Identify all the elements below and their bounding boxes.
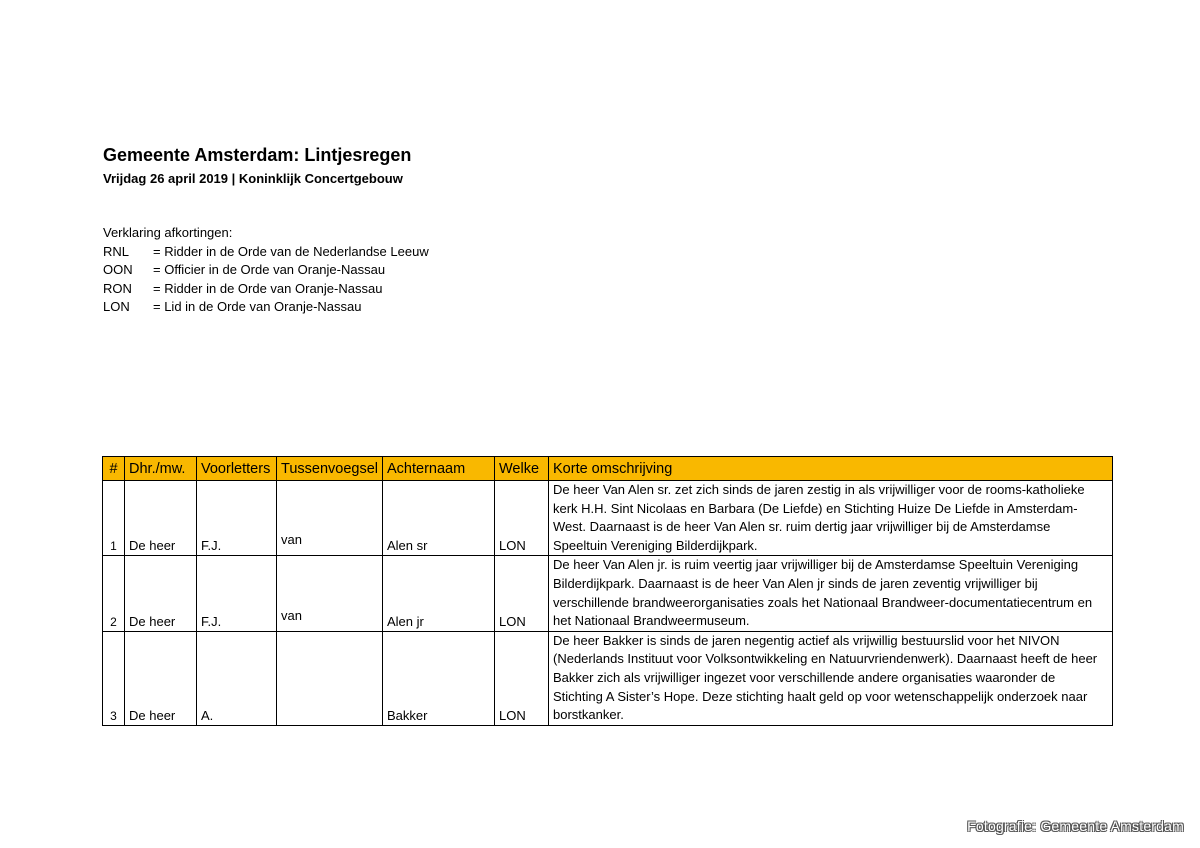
photo-credit: Fotografie: Gemeente Amsterdam (967, 818, 1184, 834)
cell-omschrijving: De heer Van Alen jr. is ruim veertig jaar vrijwilliger bij de Amsterdamse Speeltuin Vereniging Bilderdijkpark. Daarnaast is de heer Van Alen jr sinds de jaren zeventig vrijwilliger bij verschillende brandweerorganisaties zoals het Nationaal Brandweer-documentatiecentrum en het Nationaal Brandweermuseum. (549, 556, 1113, 631)
legend-code: OON (103, 262, 133, 277)
legend-item (103, 243, 429, 262)
cell-achternaam: Alen sr (383, 481, 495, 556)
header-welke: Welke (495, 457, 549, 481)
cell-aanhef: De heer (125, 556, 197, 631)
document-title: Gemeente Amsterdam: Lintjesregen (103, 145, 412, 165)
document-subtitle: Vrijdag 26 april 2019 | Koninklijk Concertgebouw (103, 171, 403, 186)
legend-item (103, 280, 429, 299)
cell-number: 2 (103, 556, 125, 631)
header-aanhef: Dhr./mw. (125, 457, 197, 481)
legend-item (103, 298, 429, 317)
cell-voorletters: F.J. (197, 556, 277, 631)
cell-achternaam: Bakker (383, 631, 495, 725)
table-row (103, 556, 1113, 631)
table-row (103, 481, 1113, 556)
cell-voorletters: F.J. (197, 481, 277, 556)
legend-meaning: = Lid in de Orde van Oranje-Nassau (153, 299, 362, 314)
cell-aanhef: De heer (125, 481, 197, 556)
legend-code: LON (103, 299, 130, 314)
header-omschrijving: Korte omschrijving (549, 457, 1113, 481)
header-achternaam: Achternaam (383, 457, 495, 481)
legend-code: RON (103, 280, 132, 296)
cell-welke: LON (495, 631, 549, 725)
cell-tussenvoegsel: van (277, 556, 383, 631)
cell-tussenvoegsel: van (277, 481, 383, 556)
cell-tussenvoegsel (277, 631, 383, 725)
header-voorletters: Voorletters (197, 457, 277, 481)
legend-heading: Verklaring afkortingen: (103, 225, 233, 240)
cell-number: 3 (103, 631, 125, 725)
legend-meaning: = Ridder in de Orde van de Nederlandse Leeuw (153, 243, 429, 259)
legend-meaning: = Officier in de Orde van Oranje-Nassau (153, 262, 386, 277)
legend-meaning: = Ridder in de Orde van Oranje-Nassau (153, 280, 383, 296)
cell-number: 1 (103, 481, 125, 556)
header-tussenvoegsel: Tussenvoegsel (277, 457, 383, 481)
decorations-table (102, 456, 1113, 726)
abbreviation-legend (103, 224, 429, 317)
cell-welke: LON (495, 481, 549, 556)
table-row (103, 631, 1113, 725)
table-header-row (103, 457, 1113, 481)
legend-code: RNL (103, 243, 130, 259)
cell-welke: LON (495, 556, 549, 631)
cell-omschrijving: De heer Bakker is sinds de jaren negentig actief als vrijwillig bestuurslid voor het NIVON (Nederlands Instituut voor Volksontwikkeling en Natuurvriendenwerk). Daarnaast heeft de heer Bakker zich als vrijwilliger ingezet voor verschillende andere organisaties waaronder de Stichting A Sister’s Hope. Deze stichting haalt geld op voor wetenschappelijk onderzoek naar borstkanker. (549, 631, 1113, 725)
header-number: # (103, 457, 125, 481)
cell-voorletters: A. (197, 631, 277, 725)
legend-item (103, 261, 429, 280)
cell-aanhef: De heer (125, 631, 197, 725)
cell-omschrijving: De heer Van Alen sr. zet zich sinds de jaren zestig in als vrijwilliger voor de rooms-katholieke kerk H.H. Sint Nicolaas en Barbara (De Liefde) en Stichting Huize De Liefde in Amsterdam-West. Daarnaast is de heer Van Alen sr. ruim dertig jaar vrijwilliger bij de Amsterdamse Speeltuin Vereniging Bilderdijkpark. (549, 481, 1113, 556)
cell-achternaam: Alen jr (383, 556, 495, 631)
